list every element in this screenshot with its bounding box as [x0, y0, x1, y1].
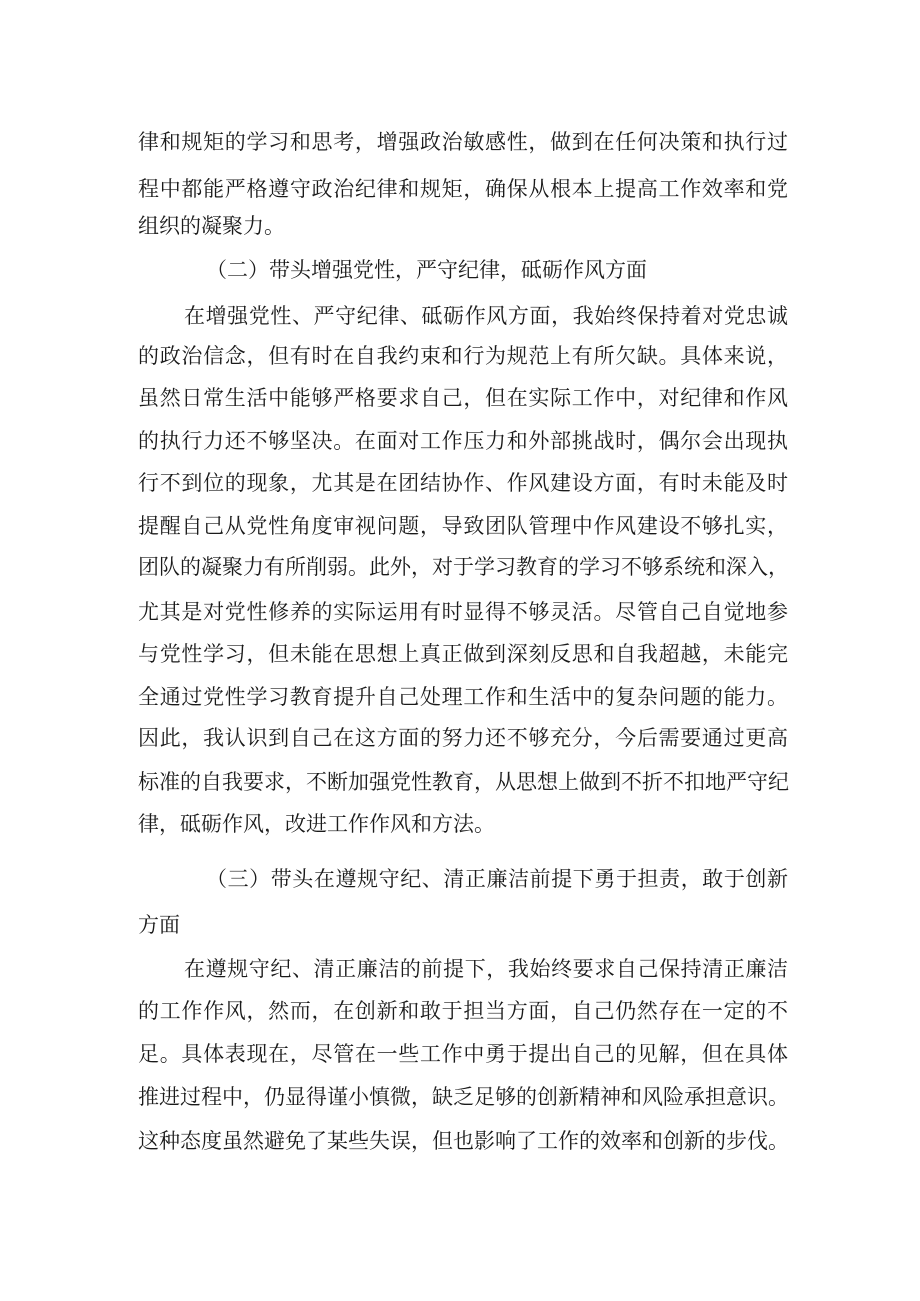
text-line: 标准的自我要求，不断加强党性教育，从思想上做到不折不扣地严守纪	[138, 770, 789, 794]
text-line: 程中都能严格遵守政治纪律和规矩，确保从根本上提高工作效率和党	[138, 177, 788, 201]
text-line: 虽然日常生活中能够严格要求自己，但在实际工作中，对纪律和作风	[138, 386, 788, 410]
text-line: 与党性学习，但未能在思想上真正做到深刻反思和自我超越，未能完	[138, 642, 788, 666]
text-line: 尤其是对党性修养的实际运用有时显得不够灵活。尽管自己自觉地参	[138, 600, 788, 624]
text-line: 的工作作风，然而，在创新和敢于担当方面，自己仍然存在一定的不	[138, 999, 788, 1023]
text-line: 全通过党性学习教育提升自己处理工作和生活中的复杂问题的能力。	[138, 685, 788, 709]
text-line: 这种态度虽然避免了某些失误，但也影响了工作的效率和创新的步伐。	[138, 1129, 789, 1153]
text-line: 团队的凝聚力有所削弱。此外，对于学习教育的学习不够系统和深入，	[138, 555, 789, 579]
text-line: 足。具体表现在，尽管在一些工作中勇于提出自己的见解，但在具体	[138, 1042, 788, 1066]
text-line: 推进过程中，仍显得谨小慎微，缺乏足够的创新精神和风险承担意识。	[138, 1085, 789, 1109]
text-line: 组织的凝聚力。	[138, 214, 285, 238]
text-line: 律和规矩的学习和思考，增强政治敏感性，做到在任何决策和执行过	[138, 130, 788, 154]
section-heading-2: （二）带头增强党性，严守纪律，砥砺作风方面	[206, 258, 647, 282]
text-line: 因此，我认识到自己在这方面的努力还不够充分，今后需要通过更高	[138, 726, 788, 750]
text-line: 提醒自己从党性角度审视问题，导致团队管理中作风建设不够扎实，	[138, 514, 788, 538]
section-heading-3: （三）带头在遵规守纪、清正廉洁前提下勇于担责，敢于创新	[206, 867, 788, 891]
text-line: 在增强党性、严守纪律、砥砺作风方面，我始终保持着对党忠诚	[184, 304, 788, 328]
text-line: 的政治信念，但有时在自我约束和行为规范上有所欠缺。具体来说，	[138, 344, 788, 368]
section-heading-3-continued: 方面	[138, 913, 180, 937]
text-line: 行不到位的现象，尤其是在团结协作、作风建设方面，有时未能及时	[138, 471, 788, 495]
text-line: 律，砥砺作风，改进工作作风和方法。	[138, 812, 495, 836]
text-line: 在遵规守纪、清正廉洁的前提下，我始终要求自己保持清正廉洁	[184, 957, 788, 981]
text-line: 的执行力还不够坚决。在面对工作压力和外部挑战时，偶尔会出现执	[138, 429, 788, 453]
